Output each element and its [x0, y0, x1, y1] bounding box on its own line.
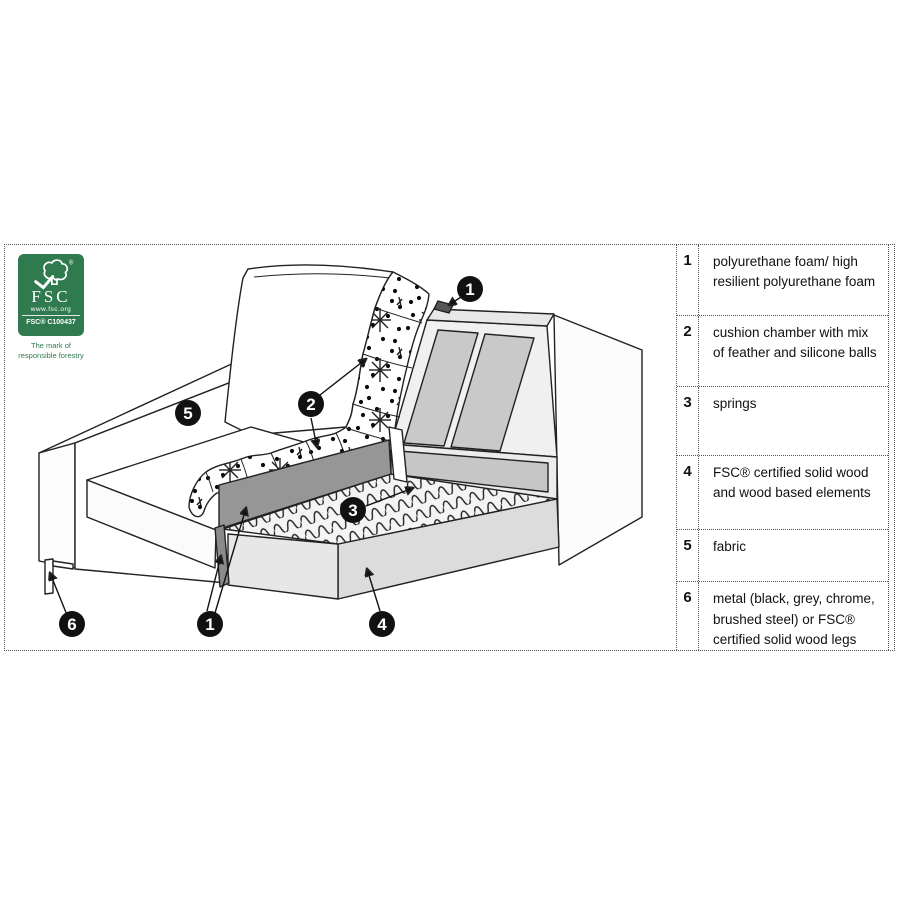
fsc-tagline-line2: responsible forestry — [18, 351, 84, 361]
svg-text:®: ® — [68, 260, 74, 267]
fsc-license-code: FSC® C100437 — [22, 315, 80, 326]
fsc-url: www.fsc.org — [30, 306, 72, 313]
legend-num-4: 4 — [677, 456, 699, 529]
legend-row-6 — [677, 582, 888, 650]
legend-num-2: 2 — [677, 316, 699, 387]
fsc-wordmark: FSC — [31, 287, 71, 306]
back-slab-end-cap — [39, 443, 75, 568]
legend-table — [676, 245, 889, 650]
badge-fabric-label: 5 — [183, 404, 193, 423]
badge-base — [369, 611, 395, 637]
legend-row-3 — [677, 387, 888, 456]
fsc-tree-icon — [23, 257, 79, 291]
arrow-foam-top — [449, 297, 461, 305]
fsc-tagline-line1: The mark of — [30, 341, 71, 350]
fsc-label — [18, 254, 84, 361]
badge-fabric — [175, 400, 201, 426]
base-left-face — [228, 534, 338, 599]
legend-text-5: fabric — [713, 538, 747, 554]
legend-row-2 — [677, 316, 888, 388]
badge-cushion-chamber — [298, 391, 324, 417]
fsc-tagline — [18, 341, 84, 361]
badge-legs — [59, 611, 85, 637]
badge-springs-label: 3 — [348, 501, 358, 520]
badge-springs — [340, 497, 366, 523]
badge-foam-top — [457, 276, 483, 302]
legend-row-5 — [677, 530, 888, 583]
arrow-leg — [50, 573, 67, 615]
fsc-green-box — [18, 254, 84, 336]
badge-base-label: 4 — [377, 615, 387, 634]
diagram-frame — [4, 244, 895, 651]
legend-num-1: 1 — [677, 245, 699, 315]
legend-text-1: polyurethane foam/ high resilient polyurethane foam — [713, 254, 876, 290]
legend-row-1 — [677, 245, 888, 316]
badge-foam-bottom — [197, 611, 223, 637]
badge-foam-bottom-label: 1 — [205, 615, 215, 634]
legend-row-4 — [677, 456, 888, 530]
legend-text-3: springs — [713, 396, 757, 412]
badge-legs-label: 6 — [67, 615, 77, 634]
legend-text-2: cushion chamber with mix of feather and silicone balls — [713, 324, 877, 360]
right-side-face — [554, 315, 642, 565]
legend-num-5: 5 — [677, 530, 699, 582]
legend-text-4: FSC® certified solid wood and wood based elements — [713, 464, 871, 501]
legend-num-6: 6 — [677, 582, 699, 650]
badge-cushion-label: 2 — [306, 395, 316, 414]
metal-leg — [45, 559, 73, 594]
back-frame — [391, 309, 557, 499]
badge-foam-top-label: 1 — [465, 280, 475, 299]
legend-num-3: 3 — [677, 387, 699, 455]
legend-text-6: metal (black, grey, chrome, brushed steel) or FSC® certified solid wood legs — [713, 591, 875, 647]
